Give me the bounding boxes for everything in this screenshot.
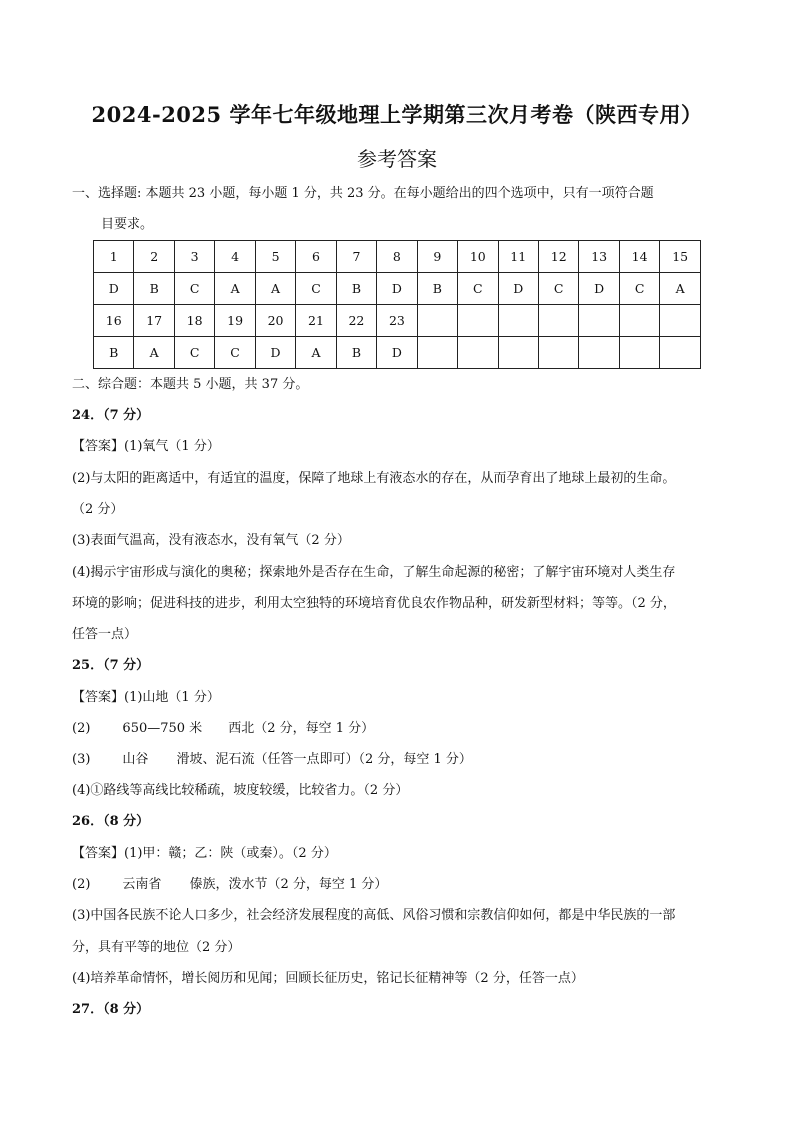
answer-table-cell: A bbox=[296, 337, 336, 369]
q24-answer-4-line2: 环境的影响；促进科技的进步，利用太空独特的环境培育优良农作物品种，研发新型材料；等等。（2 分， bbox=[72, 596, 676, 611]
answer-table-cell: 9 bbox=[417, 241, 457, 273]
answer-table-cell: 12 bbox=[538, 241, 578, 273]
answer-table-cell bbox=[619, 305, 659, 337]
q24-answer-4-line3: 任答一点） bbox=[72, 627, 138, 642]
answer-table-cell: 11 bbox=[498, 241, 538, 273]
q26-answer-2-blank2: 傣族，泼水节（2 分，每空 1 分） bbox=[189, 877, 388, 892]
page-subtitle: 参考答案 bbox=[357, 147, 437, 171]
q26-answer-3-line1: (3)中国各民族不论人口多少，社会经济发展程度的高低、风俗习惯和宗教信仰如何，都是中华民族的一部 bbox=[72, 908, 676, 923]
answer-table-cell bbox=[538, 305, 578, 337]
answer-table-cell: 8 bbox=[377, 241, 417, 273]
q25-answer-3-blank1: 山谷 bbox=[122, 752, 149, 767]
answer-table-row bbox=[94, 337, 701, 369]
answer-table-cell: 7 bbox=[336, 241, 376, 273]
answer-table-cell: 4 bbox=[215, 241, 255, 273]
answer-table-cell: A bbox=[134, 337, 174, 369]
q24-answer-2-line1: (2)与太阳的距离适中，有适宜的温度，保障了地球上有液态水的存在，从而孕育出了地球上最初的生命。 bbox=[72, 471, 676, 486]
q25-answer-1: 【答案】(1)山地（1 分） bbox=[72, 690, 220, 705]
answer-table-cell: 15 bbox=[660, 241, 701, 273]
answer-table-cell: 6 bbox=[296, 241, 336, 273]
answer-table-cell: D bbox=[94, 273, 134, 305]
answer-table-cell: 21 bbox=[296, 305, 336, 337]
answer-table-cell: D bbox=[579, 273, 619, 305]
answer-table-cell: C bbox=[174, 273, 214, 305]
answer-table-cell bbox=[579, 305, 619, 337]
answer-table-cell: C bbox=[619, 273, 659, 305]
answer-table-cell bbox=[579, 337, 619, 369]
answer-table-cell bbox=[498, 337, 538, 369]
answer-table-cell: 13 bbox=[579, 241, 619, 273]
answer-table-cell bbox=[660, 305, 701, 337]
answer-table-cell: 14 bbox=[619, 241, 659, 273]
answer-table-row bbox=[94, 273, 701, 305]
answer-table-cell: 16 bbox=[94, 305, 134, 337]
section1-intro-line1: 一、选择题: 本题共 23 小题，每小题 1 分，共 23 分。在每小题给出的四个选项中，只有一项符合题 bbox=[72, 186, 654, 201]
q25-answer-4: (4)①路线等高线比较稀疏，坡度较缓，比较省力。（2 分） bbox=[72, 783, 409, 798]
q25-heading: 25．（7 分） bbox=[72, 658, 150, 673]
answer-table-cell: 18 bbox=[174, 305, 214, 337]
answer-table-cell bbox=[417, 305, 457, 337]
answer-table-cell bbox=[458, 305, 498, 337]
answer-table-cell: C bbox=[296, 273, 336, 305]
section2-intro: 二、综合题：本题共 5 小题，共 37 分。 bbox=[72, 377, 309, 392]
q26-answer-4: (4)培养革命情怀，增长阅历和见闻；回顾长征历史，铭记长征精神等（2 分，任答一点） bbox=[72, 971, 584, 986]
answer-table-cell: 1 bbox=[94, 241, 134, 273]
answer-table-cell: B bbox=[336, 273, 376, 305]
q26-answer-3-line2: 分，具有平等的地位（2 分） bbox=[72, 940, 241, 955]
answer-table-cell: 5 bbox=[255, 241, 295, 273]
answer-table-cell: B bbox=[134, 273, 174, 305]
answer-table-cell: B bbox=[94, 337, 134, 369]
q25-answer-3 bbox=[72, 751, 472, 769]
answer-table-cell: B bbox=[417, 273, 457, 305]
answer-table-cell: A bbox=[255, 273, 295, 305]
answer-table-cell: 2 bbox=[134, 241, 174, 273]
q25-answer-2-number: (2) bbox=[72, 721, 91, 736]
q25-answer-3-blank2: 滑坡、泥石流（任答一点即可）（2 分，每空 1 分） bbox=[176, 752, 472, 767]
q26-answer-1: 【答案】(1)甲：赣；乙：陕（或秦）。（2 分） bbox=[72, 846, 337, 861]
answer-table-row bbox=[94, 241, 701, 273]
answer-table-cell: C bbox=[458, 273, 498, 305]
q24-answer-4-line1: (4)揭示宇宙形成与演化的奥秘；探索地外是否存在生命，了解生命起源的秘密；了解宇宙环境对人类生存 bbox=[72, 565, 676, 580]
answer-table-cell bbox=[660, 337, 701, 369]
answer-table-cell: D bbox=[255, 337, 295, 369]
q24-answer-2-line2: （2 分） bbox=[72, 502, 124, 517]
answer-table-cell: D bbox=[377, 337, 417, 369]
answer-table-cell bbox=[498, 305, 538, 337]
answer-table bbox=[93, 240, 701, 369]
q25-answer-2-blank2: 西北（2 分，每空 1 分） bbox=[228, 721, 375, 736]
answer-table-cell: 10 bbox=[458, 241, 498, 273]
q26-answer-2-number: (2) bbox=[72, 877, 91, 892]
answer-table-cell: 17 bbox=[134, 305, 174, 337]
answer-table-cell: 19 bbox=[215, 305, 255, 337]
answer-table-cell: C bbox=[174, 337, 214, 369]
answer-table-cell: A bbox=[660, 273, 701, 305]
q27-heading: 27．（8 分） bbox=[72, 1002, 150, 1017]
q26-answer-2-blank1: 云南省 bbox=[122, 877, 162, 892]
answer-table-cell bbox=[458, 337, 498, 369]
q24-answer-1: 【答案】(1)氧气（1 分） bbox=[72, 439, 220, 454]
answer-table-cell: 22 bbox=[336, 305, 376, 337]
answer-table-cell: B bbox=[336, 337, 376, 369]
q26-answer-2 bbox=[72, 876, 387, 894]
q24-answer-3: (3)表面气温高，没有液态水，没有氧气（2 分） bbox=[72, 533, 350, 548]
answer-table-cell: C bbox=[215, 337, 255, 369]
answer-table-cell: 3 bbox=[174, 241, 214, 273]
answer-table-cell bbox=[417, 337, 457, 369]
answer-table-cell: D bbox=[377, 273, 417, 305]
answer-table-cell: C bbox=[538, 273, 578, 305]
q25-answer-2 bbox=[72, 720, 374, 738]
answer-table-row bbox=[94, 305, 701, 337]
section1-intro-line2: 目要求。 bbox=[101, 217, 154, 232]
answer-table-cell bbox=[538, 337, 578, 369]
q25-answer-2-blank1: 650—750 米 bbox=[122, 721, 203, 736]
answer-table-cell: 23 bbox=[377, 305, 417, 337]
answer-table-cell: D bbox=[498, 273, 538, 305]
answer-table-cell: 20 bbox=[255, 305, 295, 337]
q25-answer-3-number: (3) bbox=[72, 752, 91, 767]
answer-table-cell: A bbox=[215, 273, 255, 305]
answer-table-cell bbox=[619, 337, 659, 369]
q26-heading: 26．（8 分） bbox=[72, 814, 150, 829]
q24-heading: 24．（7 分） bbox=[72, 408, 150, 423]
page-title: 2024-2025 学年七年级地理上学期第三次月考卷（陕西专用） bbox=[91, 102, 703, 127]
